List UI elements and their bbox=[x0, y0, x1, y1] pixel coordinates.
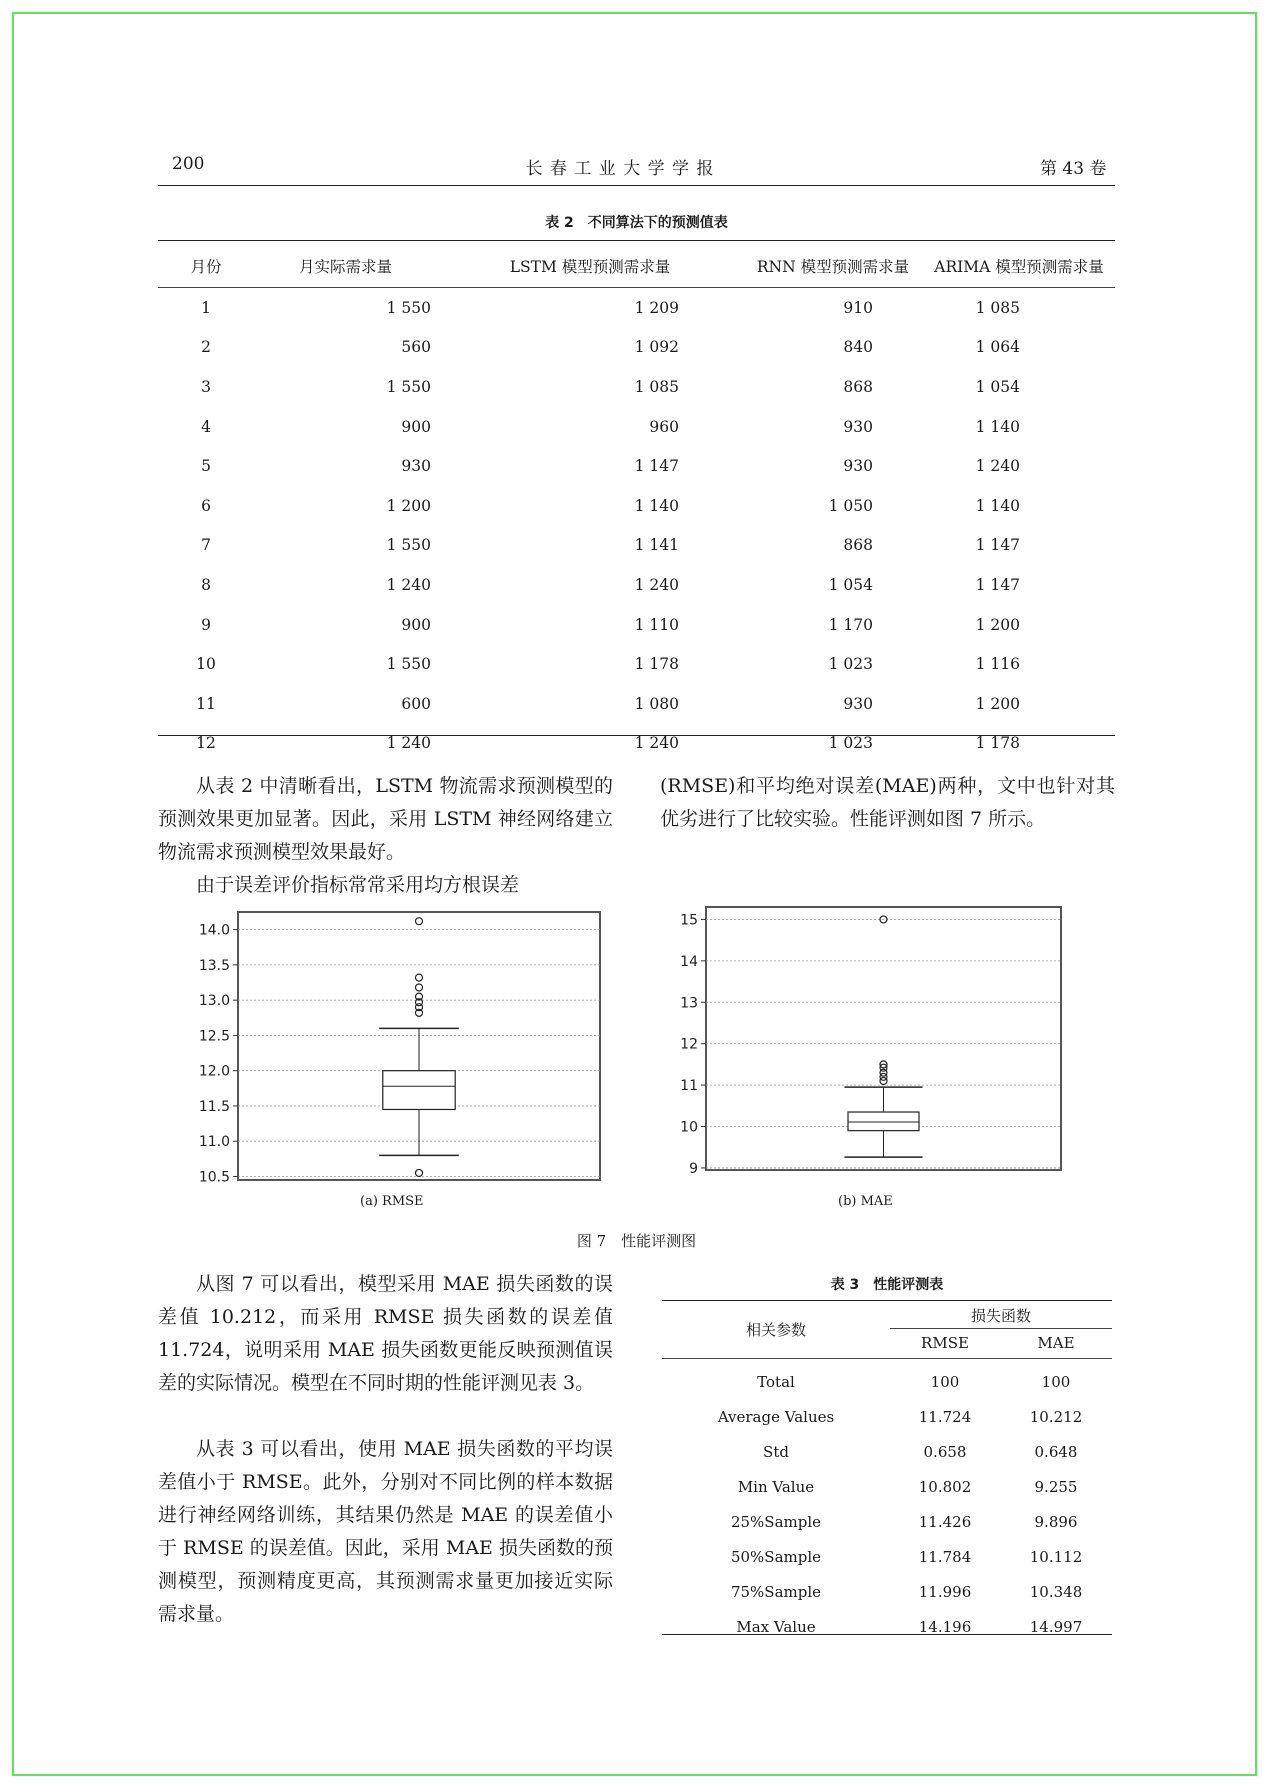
table3-top-rule bbox=[662, 1300, 1112, 1301]
y-tick-label: 12.0 bbox=[198, 1063, 230, 1080]
table3-cell: Max Value bbox=[736, 1617, 816, 1636]
table2-cell: 1 054 bbox=[828, 575, 873, 594]
table2-cell: 910 bbox=[843, 298, 873, 317]
table2-row bbox=[158, 328, 1115, 368]
y-tick-label: 13.5 bbox=[198, 957, 230, 974]
table2-cell: 12 bbox=[196, 734, 216, 753]
table2-cell: 1 085 bbox=[975, 298, 1020, 317]
table2-cell: 11 bbox=[196, 694, 216, 713]
table2-cell: 1 147 bbox=[634, 457, 679, 476]
table3-group-rule bbox=[890, 1328, 1112, 1329]
table2-col-header: 月实际需求量 bbox=[298, 258, 392, 276]
table3-row bbox=[662, 1609, 1112, 1644]
table2-cell: 1 023 bbox=[828, 655, 873, 674]
table3-cell: Total bbox=[757, 1372, 795, 1391]
table2-cell: 868 bbox=[843, 536, 873, 555]
y-tick-label: 11.0 bbox=[198, 1134, 230, 1151]
table3-row bbox=[662, 1574, 1112, 1609]
table2-row bbox=[158, 367, 1115, 407]
table2-cell: 1 178 bbox=[975, 734, 1020, 753]
table3-cell: 14.196 bbox=[918, 1617, 972, 1636]
table2-cell: 1 550 bbox=[386, 536, 431, 555]
table2-cell: 930 bbox=[401, 457, 431, 476]
iqr-box bbox=[848, 1112, 919, 1131]
table2-top-rule bbox=[158, 240, 1115, 241]
table3-cell: 0.648 bbox=[1034, 1442, 1078, 1461]
table2-row bbox=[158, 407, 1115, 447]
table3-header-rule bbox=[662, 1358, 1112, 1359]
table2-cell: 1 064 bbox=[975, 338, 1020, 357]
table2-cell: 1 023 bbox=[828, 734, 873, 753]
table3-cell: Average Values bbox=[717, 1407, 835, 1426]
table2-cell: 1 550 bbox=[386, 298, 431, 317]
table2-cell: 900 bbox=[401, 615, 431, 634]
table2-cell: 1 240 bbox=[386, 734, 431, 753]
table2-cell: 1 200 bbox=[386, 496, 431, 515]
table3-cell: 11.426 bbox=[918, 1512, 972, 1531]
paragraph-left-2: 由于误差评价指标常常采用均方根误差 bbox=[196, 874, 520, 896]
table3-cell: 14.997 bbox=[1029, 1617, 1083, 1636]
table2-cell: 1 240 bbox=[386, 575, 431, 594]
table2-cell: 868 bbox=[843, 377, 873, 396]
page-number: 200 bbox=[172, 154, 205, 174]
table2-cell: 2 bbox=[201, 338, 211, 357]
y-tick-label: 13 bbox=[680, 995, 698, 1012]
y-tick-label: 14 bbox=[680, 953, 698, 970]
table2-row bbox=[158, 446, 1115, 486]
table2-cell: 6 bbox=[201, 496, 211, 515]
iqr-box bbox=[383, 1071, 455, 1110]
table2-cell: 930 bbox=[843, 457, 873, 476]
table3-row bbox=[662, 1504, 1112, 1539]
table2-cell: 1 054 bbox=[975, 377, 1020, 396]
table2-cell: 1 110 bbox=[634, 615, 679, 634]
table2-row bbox=[158, 724, 1115, 764]
table2-row bbox=[158, 486, 1115, 526]
table2-cell: 9 bbox=[201, 615, 211, 634]
volume-label: 第 43 卷 bbox=[1040, 159, 1107, 179]
table2-cell: 1 550 bbox=[386, 655, 431, 674]
table2-cell: 5 bbox=[201, 457, 211, 476]
table2-cell: 1 085 bbox=[634, 377, 679, 396]
y-tick-label: 14.0 bbox=[198, 922, 230, 939]
table3 bbox=[662, 1364, 1112, 1644]
table2-cell: 1 140 bbox=[634, 496, 679, 515]
table3-cell: 0.658 bbox=[923, 1442, 967, 1461]
table2-cell: 1 140 bbox=[975, 417, 1020, 436]
table2-cell: 1 147 bbox=[975, 536, 1020, 555]
table2-cell: 1 200 bbox=[975, 615, 1020, 634]
table3-row bbox=[662, 1399, 1112, 1434]
table2 bbox=[158, 244, 1115, 763]
y-tick-label: 9 bbox=[689, 1160, 698, 1177]
table2-col-header: 月份 bbox=[190, 258, 222, 276]
table2-cell: 1 050 bbox=[828, 496, 873, 515]
table3-row bbox=[662, 1364, 1112, 1399]
table2-row bbox=[158, 565, 1115, 605]
table2-cell: 1 170 bbox=[828, 615, 873, 634]
table2-row bbox=[158, 684, 1115, 724]
table3-col-rmse: RMSE bbox=[921, 1334, 969, 1352]
table3-cell: 10.112 bbox=[1029, 1547, 1083, 1566]
table2-cell: 930 bbox=[843, 694, 873, 713]
table3-cell: 100 bbox=[1041, 1372, 1071, 1391]
table2-cell: 8 bbox=[201, 575, 211, 594]
table3-cell: 10.348 bbox=[1029, 1582, 1083, 1601]
table2-cell: 960 bbox=[649, 417, 679, 436]
figure7-caption: 图 7 性能评测图 bbox=[576, 1232, 697, 1250]
table2-row bbox=[158, 526, 1115, 566]
outlier-point bbox=[416, 974, 423, 981]
table2-body bbox=[158, 288, 1115, 763]
table3-caption: 表 3 性能评测表 bbox=[830, 1277, 944, 1293]
table2-header-rule bbox=[158, 287, 1115, 288]
outlier-point bbox=[416, 918, 423, 925]
table2-cell: 1 550 bbox=[386, 377, 431, 396]
y-tick-label: 12 bbox=[680, 1036, 698, 1053]
table2-cell: 1 092 bbox=[634, 338, 679, 357]
y-tick-label: 12.5 bbox=[198, 1028, 230, 1045]
figure7-chart-mae bbox=[670, 905, 1070, 1185]
table2-col-header: RNN 模型预测需求量 bbox=[756, 258, 910, 276]
y-tick-label: 13.0 bbox=[198, 993, 230, 1010]
figure7-chart-rmse bbox=[170, 910, 620, 1190]
paragraph-left-4: 从表 3 可以看出，使用 MAE 损失函数的平均误差值小于 RMSE。此外，分别对不同比例的样本数据进行神经网络训练，其结果仍然是 MAE 的误差值小于 RMSE 的误差值。因此，采用 MAE 损失函数的预测模型，预测精度更高，其预测需求量更加接近实际需求量。 bbox=[158, 1438, 613, 1625]
table3-row bbox=[662, 1434, 1112, 1469]
table3-col-mae: MAE bbox=[1037, 1334, 1075, 1352]
figure7-subcaption-a: (a) RMSE bbox=[360, 1194, 424, 1209]
table2-row bbox=[158, 288, 1115, 328]
table3-cell: 10.212 bbox=[1029, 1407, 1083, 1426]
table2-row bbox=[158, 644, 1115, 684]
table2-cell: 1 bbox=[201, 298, 211, 317]
table2-cell: 1 140 bbox=[975, 496, 1020, 515]
table2-cell: 1 240 bbox=[975, 457, 1020, 476]
table2-bottom-rule bbox=[158, 735, 1115, 736]
table2-cell: 560 bbox=[401, 338, 431, 357]
table2-row bbox=[158, 605, 1115, 645]
table3-row bbox=[662, 1539, 1112, 1574]
table2-cell: 930 bbox=[843, 417, 873, 436]
table2-cell: 4 bbox=[201, 417, 211, 436]
table2-cell: 1 240 bbox=[634, 575, 679, 594]
outlier-point bbox=[416, 984, 423, 991]
journal-title: 长 春 工 业 大 学 学 报 bbox=[525, 159, 715, 179]
y-tick-label: 10.5 bbox=[198, 1169, 230, 1186]
outlier-point bbox=[416, 1169, 423, 1176]
table2-caption: 表 2 不同算法下的预测值表 bbox=[545, 215, 728, 231]
table2-col-header: ARIMA 模型预测需求量 bbox=[934, 258, 1104, 276]
table2-cell: 1 080 bbox=[634, 694, 679, 713]
y-tick-label: 10 bbox=[680, 1119, 698, 1136]
table2-cell: 600 bbox=[401, 694, 431, 713]
table3-cell: 25%Sample bbox=[730, 1512, 822, 1531]
table2-cell: 1 178 bbox=[634, 655, 679, 674]
paragraph-right-1: (RMSE)和平均绝对误差(MAE)两种，文中也针对其优劣进行了比较实验。性能评测如图 7 所示。 bbox=[660, 775, 1115, 830]
table2-cell: 7 bbox=[201, 536, 211, 555]
table2-cell: 10 bbox=[196, 655, 216, 674]
table3-cell: 11.784 bbox=[918, 1547, 972, 1566]
table3-body bbox=[662, 1364, 1112, 1644]
y-tick-label: 11 bbox=[680, 1078, 698, 1095]
table3-cell: 100 bbox=[930, 1372, 960, 1391]
table3-cell: 9.255 bbox=[1034, 1477, 1078, 1496]
table3-cell: 11.996 bbox=[918, 1582, 972, 1601]
table3-cell: Min Value bbox=[737, 1477, 815, 1496]
table2-cell: 3 bbox=[201, 377, 211, 396]
table3-cell: 11.724 bbox=[918, 1407, 972, 1426]
table2-header-row bbox=[158, 244, 1115, 288]
paragraph-left-3: 从图 7 可以看出，模型采用 MAE 损失函数的误差值 10.212，而采用 RMSE 损失函数的误差值 11.724，说明采用 MAE 损失函数更能反映预测值误差的实际情况。模型在不同时期的性能评测见表 3。 bbox=[158, 1273, 613, 1394]
table3-cell: 10.802 bbox=[918, 1477, 972, 1496]
table3-cell: 50%Sample bbox=[730, 1547, 822, 1566]
table3-cell: Std bbox=[763, 1442, 789, 1461]
paragraph-left-1: 从表 2 中清晰看出，LSTM 物流需求预测模型的预测效果更加显著。因此，采用 LSTM 神经网络建立物流需求预测模型效果最好。 bbox=[158, 775, 613, 863]
y-tick-label: 15 bbox=[680, 912, 698, 929]
table2-cell: 1 116 bbox=[975, 655, 1020, 674]
table2-cell: 1 200 bbox=[975, 694, 1020, 713]
table3-row bbox=[662, 1469, 1112, 1504]
table2-cell: 1 141 bbox=[634, 536, 679, 555]
y-tick-label: 11.5 bbox=[198, 1098, 230, 1115]
table2-cell: 1 147 bbox=[975, 575, 1020, 594]
table2-cell: 1 240 bbox=[634, 734, 679, 753]
table2-col-header: LSTM 模型预测需求量 bbox=[509, 258, 671, 276]
table3-param-header: 相关参数 bbox=[745, 1321, 806, 1339]
table2-cell: 840 bbox=[843, 338, 873, 357]
table3-cell: 75%Sample bbox=[730, 1582, 822, 1601]
table3-group-header: 损失函数 bbox=[970, 1307, 1031, 1325]
table3-cell: 9.896 bbox=[1034, 1512, 1078, 1531]
table2-cell: 900 bbox=[401, 417, 431, 436]
table2-cell: 1 209 bbox=[634, 298, 679, 317]
table3-bottom-rule bbox=[662, 1634, 1112, 1635]
figure7-subcaption-b: (b) MAE bbox=[838, 1194, 893, 1209]
header-rule bbox=[158, 185, 1115, 186]
